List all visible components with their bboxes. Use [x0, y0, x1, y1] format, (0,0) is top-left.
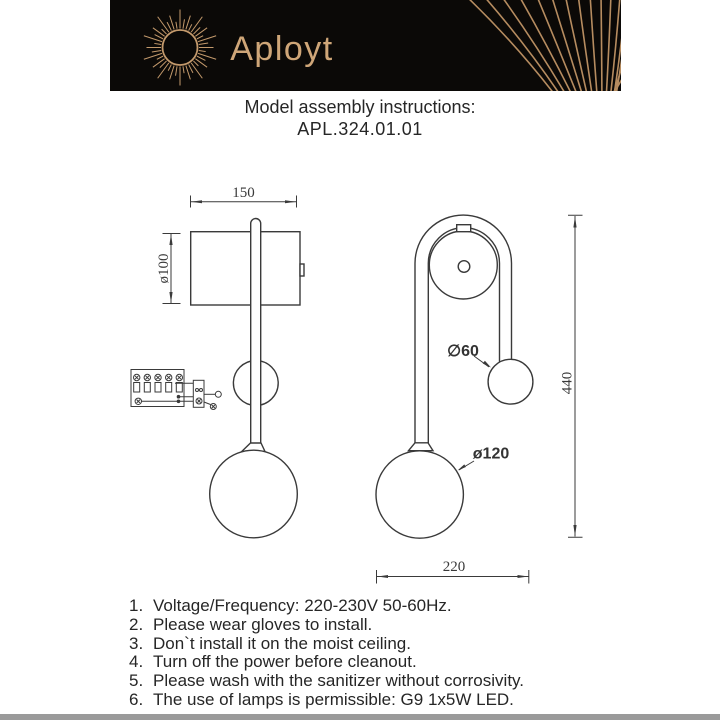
wall-plate	[429, 231, 497, 299]
dim-height-440	[560, 215, 583, 537]
dim-width-150	[191, 185, 297, 208]
instruction-number: 6.	[129, 689, 144, 709]
instruction-text: Voltage/Frequency: 220-230V 50-60Hz.	[153, 596, 452, 615]
dim-mount-label: ø100	[156, 253, 172, 284]
instructions-list	[129, 597, 599, 710]
technical-drawings	[100, 180, 620, 590]
dim-total-width-label: 220	[442, 559, 466, 575]
instruction-text: Don`t install it on the moist ceiling.	[153, 633, 411, 653]
brand-wordmark: Aployt	[230, 30, 334, 68]
instruction-text: Please wash with the sanitizer without corrosivity.	[153, 671, 525, 691]
dim-small-sphere-60	[447, 343, 491, 368]
front-view-drawing	[376, 215, 583, 583]
model-number: APL.324.01.01	[297, 119, 423, 139]
title-block	[0, 96, 720, 140]
brand-banner	[110, 0, 621, 91]
sphere-fitter-front	[409, 443, 434, 451]
side-view-drawing	[131, 185, 304, 538]
dim-height-label: 440	[559, 371, 576, 395]
instruction-item	[129, 691, 599, 710]
banner-art	[110, 0, 621, 91]
dim-width-label: 150	[232, 185, 255, 201]
instruction-item	[129, 597, 599, 616]
glass-sphere	[210, 450, 298, 538]
dim-mount-100	[156, 234, 181, 304]
instruction-number: 1.	[129, 596, 144, 615]
dim-total-width-220	[377, 559, 529, 584]
dim-large-sphere-label: ø120	[472, 445, 510, 463]
instruction-text: Turn off the power before cleanout.	[153, 652, 417, 672]
switch-notch	[300, 264, 304, 276]
bottom-border	[0, 714, 720, 720]
instruction-text: Please wear gloves to install.	[153, 614, 373, 634]
stem	[251, 219, 261, 444]
instruction-number: 3.	[129, 633, 144, 653]
plate-notch	[457, 225, 471, 232]
instruction-item	[129, 635, 599, 654]
wiring-diagram	[131, 370, 221, 410]
dim-large-sphere-120	[458, 446, 510, 471]
instruction-text: The use of lamps is permissible: G9 1x5W LED.	[153, 689, 514, 709]
small-sphere	[488, 359, 533, 404]
instruction-item	[129, 672, 599, 691]
instruction-item	[129, 653, 599, 672]
instruction-item	[129, 616, 599, 635]
dim-small-sphere-label: ∅60	[447, 343, 479, 360]
instruction-number: 2.	[129, 614, 144, 634]
instruction-number: 4.	[129, 652, 144, 672]
large-sphere	[376, 451, 463, 538]
mount-box	[191, 232, 300, 305]
instruction-number: 5.	[129, 671, 144, 691]
page-title: Model assembly instructions:	[244, 97, 476, 117]
